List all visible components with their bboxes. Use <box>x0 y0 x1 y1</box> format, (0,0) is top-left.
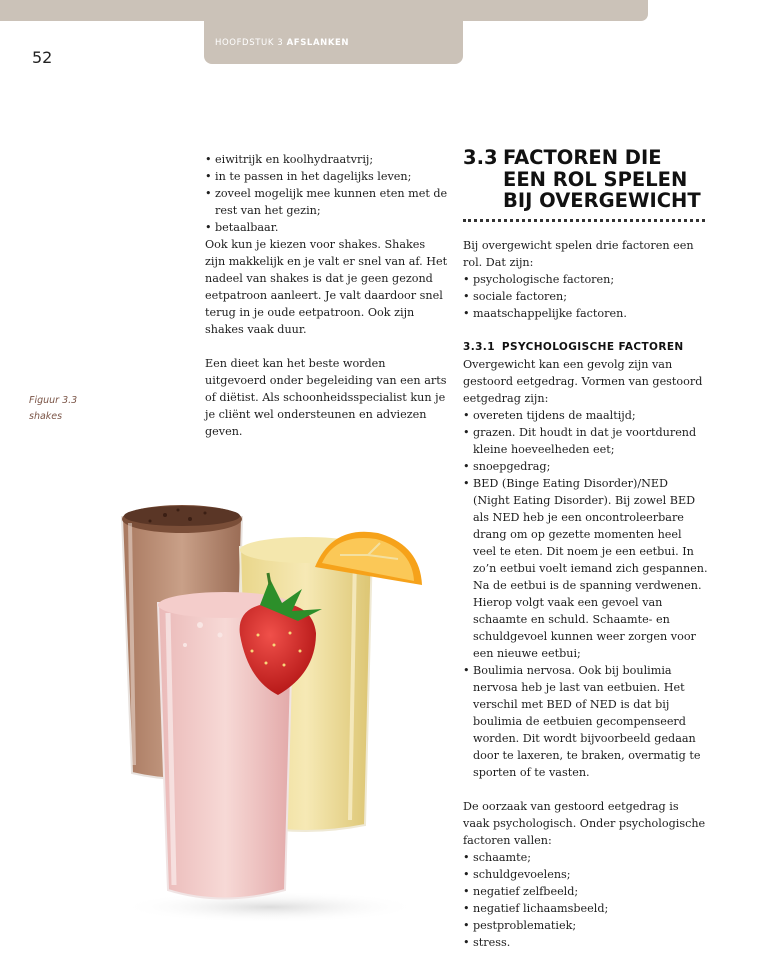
figure-label: Figuur 3.3 <box>29 395 78 406</box>
list-item: • pestproblematiek; <box>463 917 708 934</box>
chapter-heading <box>215 38 349 48</box>
right-column <box>463 237 708 951</box>
list-item: • schuldgevoelens; <box>463 866 708 883</box>
list-item: • Boulimia nervosa. Ook bij boulimia nervosa heb je last van eetbuien. Het verschil met BED of NED is dat bij boulimia de eetbuien gecompenseerd worden. Dit wordt bijvoorbeeld gedaan door te laxeren, te braken, overmatig te sporten of te vasten. <box>463 662 708 781</box>
list-item: • sociale factoren; <box>463 288 708 305</box>
list-item: • negatief zelfbeeld; <box>463 883 708 900</box>
list-item: • in te passen in het dagelijks leven; <box>205 168 448 185</box>
list-item: • snoepgedrag; <box>463 458 708 475</box>
list-item: • schaamte; <box>463 849 708 866</box>
list-item: • grazen. Dit houdt in dat je voortdurend kleine hoeveelheden eet; <box>463 424 708 458</box>
chapter-title: AFSLANKEN <box>286 38 350 48</box>
list-item: • maatschappelijke factoren. <box>463 305 708 322</box>
factor-types-list <box>463 271 708 322</box>
section-heading <box>463 147 708 212</box>
figure-caption-text: shakes <box>29 411 63 422</box>
section-title: FACTOREN DIE EEN ROL SPELEN BIJ OVERGEWICHT <box>503 146 701 212</box>
header-band <box>0 0 648 21</box>
list-item: • zoveel mogelijk mee kunnen eten met de rest van het gezin; <box>205 185 448 219</box>
chapter-label: HOOFDSTUK 3 <box>215 38 284 48</box>
section-number: 3.3 <box>463 146 498 169</box>
criteria-list <box>205 151 448 236</box>
dotted-divider <box>463 219 705 222</box>
list-item: • psychologische factoren; <box>463 271 708 288</box>
intro-paragraph: Bij overgewicht spelen drie factoren een rol. Dat zijn: <box>463 239 694 269</box>
cause-paragraph: De oorzaak van gestoord eetgedrag is vaak psychologisch. Onder psychologische factoren vallen: <box>463 800 706 847</box>
chapter-tab <box>204 21 463 64</box>
list-item: • BED (Binge Eating Disorder)/NED (Night Eating Disorder). Bij zowel BED als NED heb je een oncontroleerbare drang om op gezette momenten heel veel te eten. Dit noem je een eetbui. In zo’n eetbui voelt iemand zich gespannen. Na de eetbui is de spanning verdwenen. Hierop volgt vaak een gevoel van schaamte en schuld. Schaamte- en schuldgevoel kunnen weer zorgen voor een nieuwe eetbui; <box>463 475 708 662</box>
list-item: • eiwitrijk en koolhydraatvrij; <box>205 151 448 168</box>
guidance-paragraph: Een dieet kan het beste worden uitgevoerd onder begeleiding van een arts of diëtist. Als schoonheidsspecialist kun je je cliënt wel ondersteunen en adviezen geven. <box>205 357 447 438</box>
sub-intro-paragraph: Overgewicht kan een gevolg zijn van gestoord eetgedrag. Vormen van gestoord eetgedrag zijn: <box>463 358 703 405</box>
page-number: 52 <box>32 48 53 67</box>
subsection-title: PSYCHOLOGISCHE FACTOREN <box>501 341 684 353</box>
list-item: • stress. <box>463 934 708 951</box>
eating-disorder-list <box>463 407 708 781</box>
list-item: • negatief lichaamsbeeld; <box>463 900 708 917</box>
list-item: • betaalbaar. <box>205 219 448 236</box>
shakes-paragraph: Ook kun je kiezen voor shakes. Shakes zijn makkelijk en je valt er snel van af. Het nadeel van shakes is dat je geen gezond eetpatroon aanleert. Je valt daardoor snel terug in je oude eetpatroon. Ook zijn shakes vaak duur. <box>205 238 448 336</box>
left-column <box>205 151 448 440</box>
subsection-heading <box>463 339 708 356</box>
subsection-number: 3.3.1 <box>463 341 495 353</box>
list-item: • overeten tijdens de maaltijd; <box>463 407 708 424</box>
shakes-photo <box>110 495 440 925</box>
figure-caption <box>29 393 77 425</box>
psychological-factors-list <box>463 849 708 951</box>
